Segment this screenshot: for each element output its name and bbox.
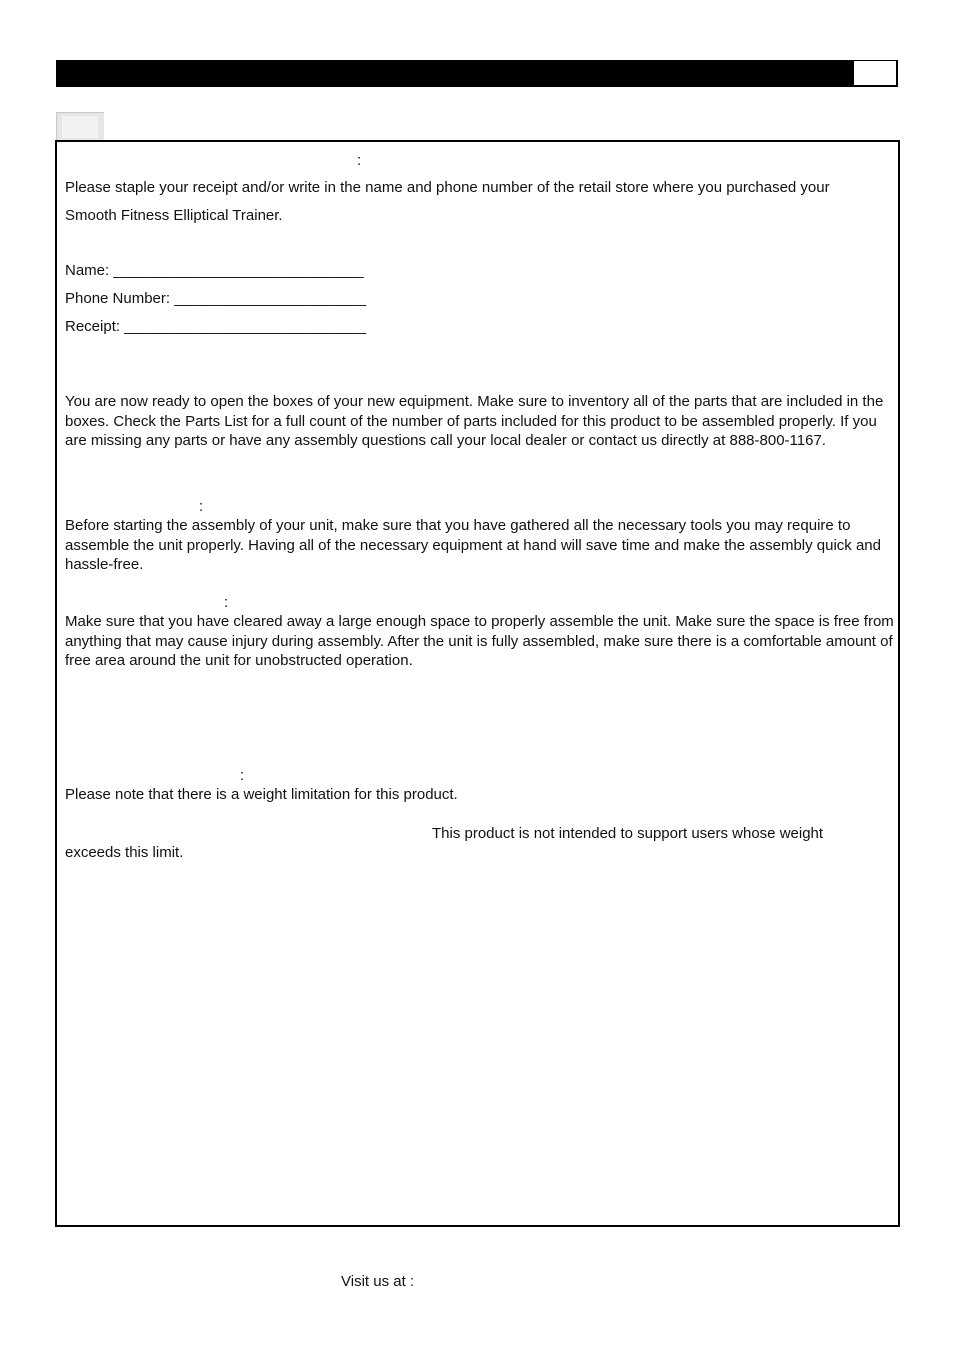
receipt-heading-colon: : [357,152,362,169]
weight-limit-text: This product is not intended to support users whose weight [432,825,824,842]
space-paragraph: Make sure that you have cleared away a large enough space to properly assemble the unit. Make sure the space is free from anything that may cause injury during assembly. After the unit is fully assembled, make sure there is a comfortable amount of free area around the unit for unobstructed operation. [65,613,894,669]
receipt-field[interactable]: Receipt: _____________________________ [65,318,367,335]
space-heading-colon: : [224,594,229,611]
phone-number-field[interactable]: Phone Number: _______________________ [65,290,367,307]
tools-heading-colon: : [199,498,204,515]
page-number-box [854,60,898,87]
name-field[interactable]: Name: ______________________________ [65,262,364,279]
section-tab-inner [62,116,98,138]
receipt-intro-line2: Smooth Fitness Elliptical Trainer. [65,207,283,224]
tools-paragraph: Before starting the assembly of your unit, make sure that you have gathered all the necessary tools you may require to assemble the unit properly. Having all of the necessary equipment at hand will save time and make the assembly quick and hassle-free. [65,517,881,573]
weight-heading-colon: : [240,767,245,784]
header-bar [56,60,854,87]
weight-limit-text-line2: exceeds this limit. [65,844,184,861]
unpacking-paragraph: You are now ready to open the boxes of your new equipment. Make sure to inventory all of the parts that are included in the boxes. Check the Parts List for a full count of the number of parts included for this product to be assembled properly. If you are missing any parts or have any assembly questions call your local dealer or contact us directly at 888-800-1167. [65,393,884,449]
footer-visit: Visit us at : [341,1273,415,1290]
receipt-intro: Please staple your receipt and/or write in the name and phone number of the retail store where you purchased your [65,179,830,196]
weight-note: Please note that there is a weight limitation for this product. [65,786,458,803]
